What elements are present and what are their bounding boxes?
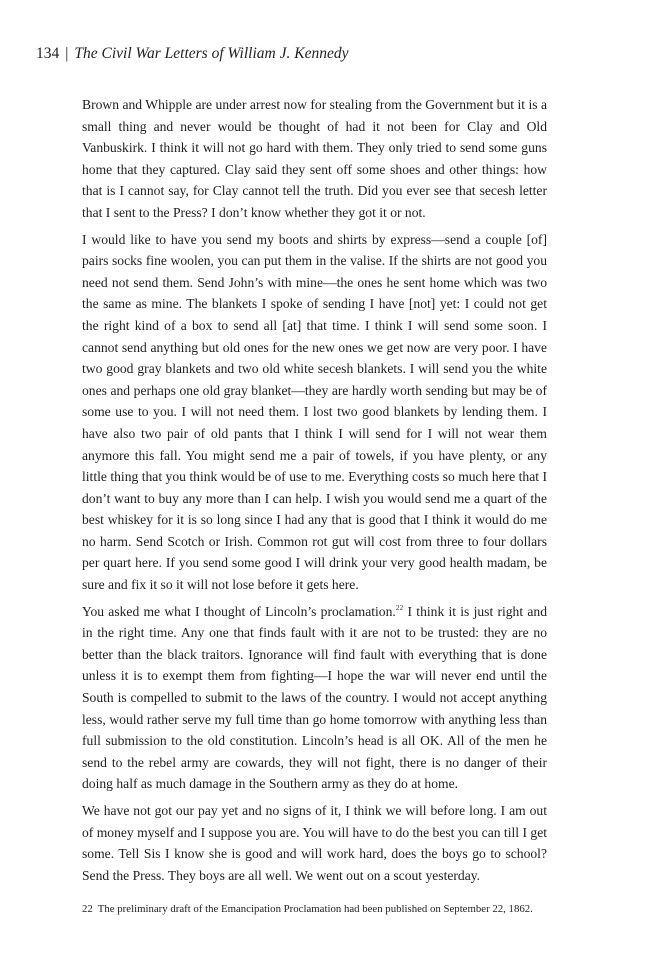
paragraph-pay: We have not got our pay yet and no signs of it, I think we will before long. I am out of money myself and I suppose you are. You will have to do the best you can till I get some. Tell Sis I know she is good and will work hard, does the boys go to school? Send the Press. They boys are all well. We went out on a scout yesterday. <box>82 803 547 883</box>
running-head-separator: | <box>65 45 69 62</box>
paragraph-boots-and-shirts: I would like to have you send my boots and shirts by express—send a couple [of] pairs socks fine woolen, you can put them in the valise. If the shirts are not good you need not send them. Send John’s with mine—the ones he sent home which was two the same as mine. The blankets I spoke of sending I have [not] yet: I could not get the right kind of a box to send all [at] that time. I think I will send some soon. I cannot send anything but old ones for the new ones we get now are very poor. I have two good gray blankets and two old white secesh blankets. I will send you the white ones and perhaps one old gray blanket—they are hardly worth sending but may be of some use to you. I will not need them. I lost two good blankets by lending them. I have also two pair of old pants that I think I will send for I will not wear them anymore this fall. You might send me a pair of towels, if you have plenty, or any little thing that you think would be of use to me. Everything costs so much here that I don’t want to buy any more than I can help. I wish you would send me a quart of the best whiskey for it is so long since I had any that is good that I think it would do me no harm. Send Scotch or Irish. Common rot gut will cost from three to four dollars per quart here. If you send some good I will drink your very good health madam, be sure and fix it so it will not lose before it gets here. <box>82 231 547 593</box>
paragraph-arrest: Brown and Whipple are under arrest now for stealing from the Government but it is a small thing and never would be thought of had it not been for Clay and Old Vanbuskirk. I think it will not go hard with them. They only tried to send some guns home that they captured. Clay said they sent off some shoes and other things: how that is I cannot say, for Clay cannot tell the truth. Did you ever see that secesh letter that I sent to the Press? I don’t know whether they got it or not. <box>82 97 547 220</box>
running-head <box>36 44 348 64</box>
paragraph-proclamation <box>82 601 547 795</box>
footnote-reference: 22 <box>395 602 404 612</box>
footnote-text: The preliminary draft of the Emancipation Proclamation had been published on September 22, 1862. <box>97 903 533 915</box>
footnote <box>82 902 562 916</box>
letter-body <box>82 94 547 891</box>
footnote-number: 22 <box>82 903 93 915</box>
paragraph-proclamation-start: You asked me what I thought of Lincoln’s proclamation. <box>82 603 396 619</box>
page-number: 134 <box>36 45 60 62</box>
book-title: The Civil War Letters of William J. Kennedy <box>74 45 349 62</box>
paragraph-proclamation-rest: I think it is just right and in the right time. Any one that finds fault with it are not to be trusted: they are no better than the black traitors. Ignorance will find fault with everything that is done unless it is to exempt them from fighting—I hope the war will never end until the South is compelled to submit to the laws of the country. I would not accept anything less, would rather serve my full time than go home tomorrow with anything less than full submission to the old constitution. Lincoln’s head is all OK. All of the men he send to the rebel army are cowards, they will not fight, there is no danger of their doing half as much damage in the Southern army as they do at home. <box>82 603 547 792</box>
